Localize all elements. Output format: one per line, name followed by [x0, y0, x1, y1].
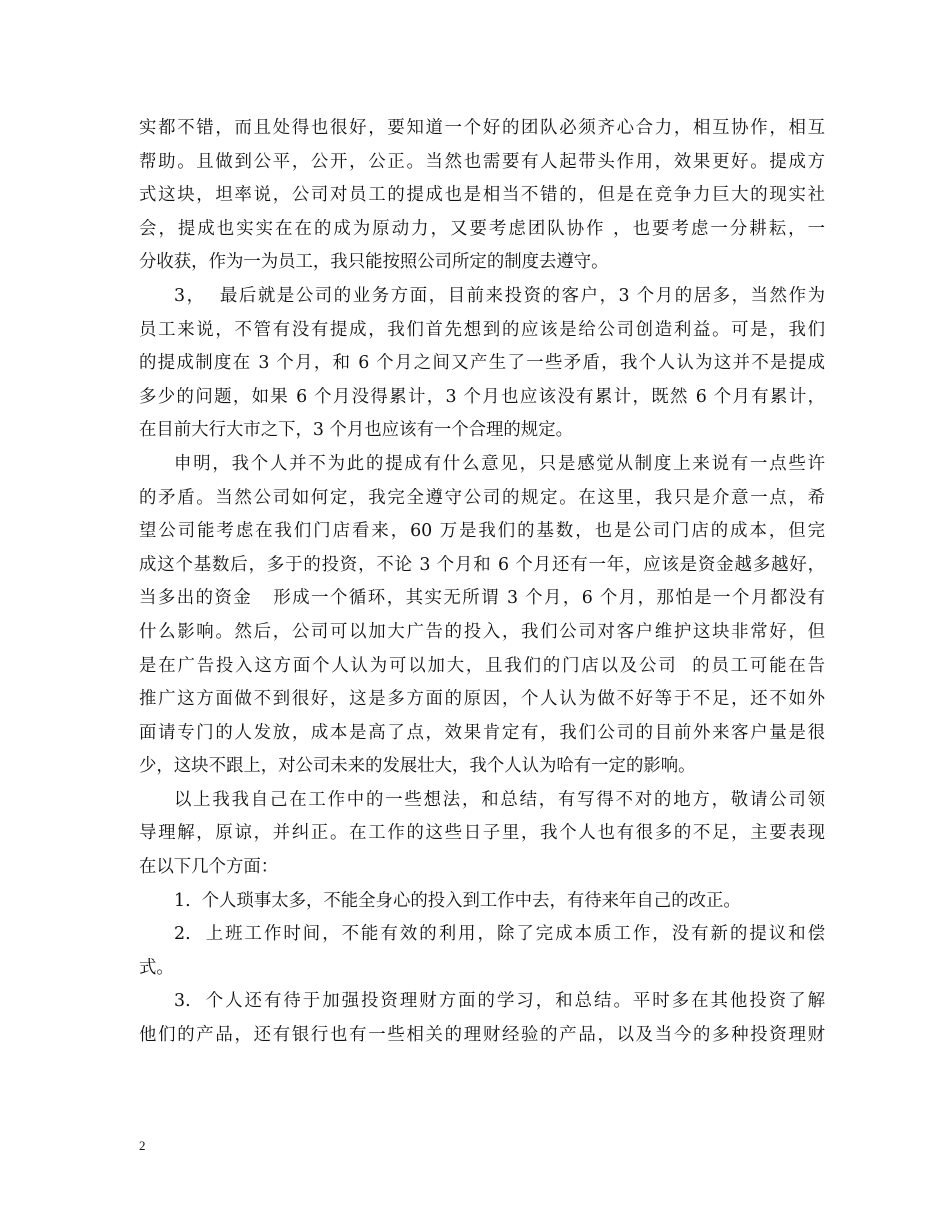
text-line: 申明，我个人并不为此的提成有什么意见，只是感觉从制度上来说有一点些许 [174, 453, 825, 474]
page-number: 2 [139, 1138, 146, 1153]
text-line: 在目前大行大市之下，3 个月也应该有一个合理的规定。 [139, 420, 573, 441]
text-line: 会，提成也实实在在的成为原动力，又要考虑团队协作 ，也要考虑一分耕耘，一 [139, 218, 825, 239]
text-line: 以上我我自己在工作中的一些想法，和总结，有写得不对的地方，敬请公司领 [174, 789, 825, 810]
text-line: 面请专门的人发放，成本是高了点，效果肯定有，我们公司的目前外来客户量是很 [139, 722, 825, 743]
text-line: 员工来说，不管有没有提成，我们首先想到的应该是给公司创造利益。可是，我们 [139, 319, 825, 340]
text-line: 推广这方面做不到很好，这是多方面的原因，个人认为做不好等于不足，还不如外 [139, 689, 825, 710]
text-line: 3， 最后就是公司的业务方面，目前来投资的客户，3 个月的居多，当然作为 [174, 285, 825, 306]
document-body [139, 112, 825, 1053]
text-line: 望公司能考虑在我们门店看来，60 万是我们的基数，也是公司门店的成本，但完 [139, 521, 825, 542]
text-line: 在以下几个方面： [139, 857, 279, 878]
list-item: 2. 上班工作时间，不能有效的利用，除了完成本质工作，没有新的提议和偿 [174, 924, 825, 945]
text-line: 的提成制度在 3 个月，和 6 个月之间又产生了一些矛盾，我个人认为这并不是提成 [139, 353, 825, 374]
text-line: 多少的问题，如果 6 个月没得累计，3 个月也应该没有累计，既然 6 个月有累计， [139, 386, 825, 407]
list-item: 1. 个人琐事太多，不能全身心的投入到工作中去，有待来年自己的改正。 [174, 890, 741, 911]
text-line: 当多出的资金 形成一个循环，其实无所谓 3 个月，6 个月，那怕是一个月都没有 [139, 588, 825, 609]
list-item: 3. 个人还有待于加强投资理财方面的学习，和总结。平时多在其他投资了解 [174, 991, 825, 1012]
text-line: 分收获，作为一为员工，我只能按照公司所定的制度去遵守。 [139, 252, 609, 273]
text-line: 什么影响。然后，公司可以加大广告的投入，我们公司对客户维护这块非常好，但 [139, 621, 825, 642]
text-line: 式这块，坦率说，公司对员工的提成也是相当不错的，但是在竞争力巨大的现实社 [139, 185, 825, 206]
text-line: 实都不错，而且处得也很好，要知道一个好的团队必须齐心合力，相互协作，相互 [139, 118, 825, 138]
text-line: 帮助。且做到公平，公开，公正。当然也需要有人起带头作用，效果更好。提成方 [139, 151, 825, 172]
text-line: 是在广告投入这方面个人认为可以加大，且我们的门店以及公司 的员工可能在告 [139, 655, 825, 676]
text-line: 的矛盾。当然公司如何定，我完全遵守公司的规定。在这里，我只是介意一点，希 [139, 487, 825, 508]
text-line: 成这个基数后，多于的投资，不论 3 个月和 6 个月还有一年，应该是资金越多越好， [139, 554, 825, 575]
text-line: 导理解，原谅，并纠正。在工作的这些日子里，我个人也有很多的不足，主要表现 [139, 823, 825, 844]
text-line: 少，这块不跟上，对公司未来的发展壮大，我个人认为哈有一定的影响。 [139, 756, 696, 777]
text-line: 他们的产品，还有银行也有一些相关的理财经验的产品，以及当今的多种投资理财 [139, 1025, 825, 1046]
text-line: 式。 [139, 957, 174, 978]
